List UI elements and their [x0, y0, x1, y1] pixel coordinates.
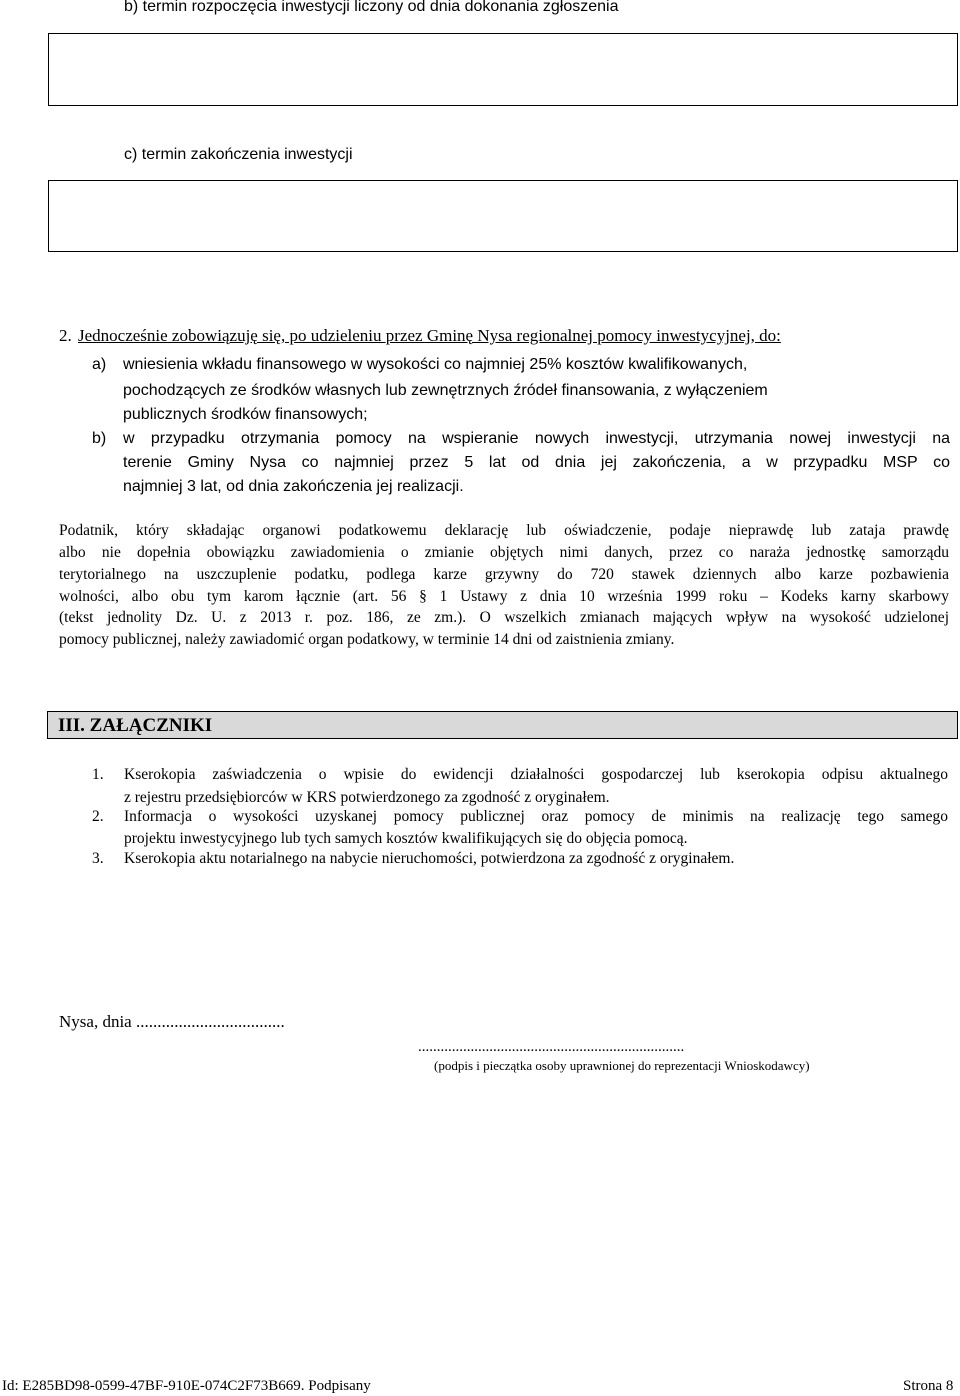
attachments-title: III. ZAŁĄCZNIKI — [58, 715, 213, 736]
obligation-a-line: pochodzących ze środków własnych lub zewnętrznych źródeł finansowania, z wyłączeniem — [123, 382, 768, 399]
legal-note-line: albo nie dopełnia obowiązku zawiadomienia o zmianie objętych nimi danych, przez co naraża jednostkę samorządu — [59, 544, 949, 561]
signature-caption: (podpis i pieczątka osoby uprawnionej do reprezentacji Wnioskodawcy) — [434, 1058, 810, 1073]
footer-document-id: Id: E285BD98-0599-47BF-910E-074C2F73B669. Podpisany — [2, 1378, 371, 1394]
legal-note-line: wolności, albo obu tym karom łącznie (art. 56 § 1 Ustawy z dnia 10 września 1999 roku – Kodeks karny skarbowy — [59, 588, 949, 605]
obligation-b-line: najmniej 3 lat, od dnia zakończenia jej realizacji. — [123, 478, 464, 495]
obligation-b-line: w przypadku otrzymania pomocy na wspieranie nowych inwestycji, utrzymania nowej inwestycji na — [123, 430, 950, 447]
obligation-a-marker: a) — [92, 356, 107, 373]
attachment-line: projektu inwestycyjnego lub tych samych kosztów kwalifikujących się do objęcia pomocą. — [124, 830, 688, 847]
obligation-b-marker: b) — [92, 430, 107, 447]
obligation-heading: Jednocześnie zobowiązuję się, po udzieleniu przez Gminę Nysa regionalnej pomocy inwestycyjnej, do: — [78, 326, 781, 345]
attachment-line: Kserokopia aktu notarialnego na nabycie nieruchomości, potwierdzona za zgodność z oryginałem. — [124, 850, 735, 867]
attachment-number: 3. — [92, 850, 104, 867]
attachment-number: 1. — [92, 766, 104, 783]
place-date-field: Nysa, dnia ................................... — [59, 1012, 285, 1031]
legal-note-line: Podatnik, który składając organowi podatkowemu deklarację lub oświadczenie, podaje nieprawdę lub zataja prawdę — [59, 522, 949, 539]
legal-note-line: (tekst jednolity Dz. U. z 2013 r. poz. 186, ze zm.). O wszelkich zmianach mających wpływ na wysokość udzielonej — [59, 609, 949, 626]
attachment-line: z rejestru przedsiębiorców w KRS potwierdzonego za zgodność z oryginałem. — [124, 789, 610, 806]
obligation-number: 2. — [59, 326, 72, 345]
legal-note-line: pomocy publicznej, należy zawiadomić organ podatkowy, w terminie 14 dni od zaistnienia zmiany. — [59, 631, 675, 648]
attachment-line: Informacja o wysokości uzyskanej pomocy publicznej oraz pomocy de minimis na realizację tego samego — [124, 808, 948, 825]
attachment-number: 2. — [92, 808, 104, 825]
footer-page-number: Strona 8 — [903, 1378, 954, 1394]
attachment-line: Kserokopia zaświadczenia o wpisie do ewidencji działalności gospodarczej lub kserokopia odpisu aktualnego — [124, 766, 948, 783]
field-c-input[interactable] — [48, 180, 958, 252]
legal-note-line: terytorialnego na uszczuplenie podatku, podlega karze grzywny do 720 stawek dziennych albo karze pozbawienia — [59, 566, 949, 583]
field-b-input[interactable] — [48, 33, 958, 106]
field-b-label: b) termin rozpoczęcia inwestycji liczony od dnia dokonania zgłoszenia — [124, 0, 619, 15]
field-c-label: c) termin zakończenia inwestycji — [124, 146, 353, 163]
obligation-b-line: terenie Gminy Nysa co najmniej przez 5 lat od dnia jej zakończenia, a w przypadku MSP co — [123, 454, 950, 471]
obligation-a-line: publicznych środków finansowych; — [123, 406, 368, 423]
obligation-a-line: wniesienia wkładu finansowego w wysokości co najmniej 25% kosztów kwalifikowanych, — [123, 356, 748, 373]
attachments-section-header — [47, 711, 958, 739]
signature-line: ....................................................................... — [418, 1039, 685, 1055]
